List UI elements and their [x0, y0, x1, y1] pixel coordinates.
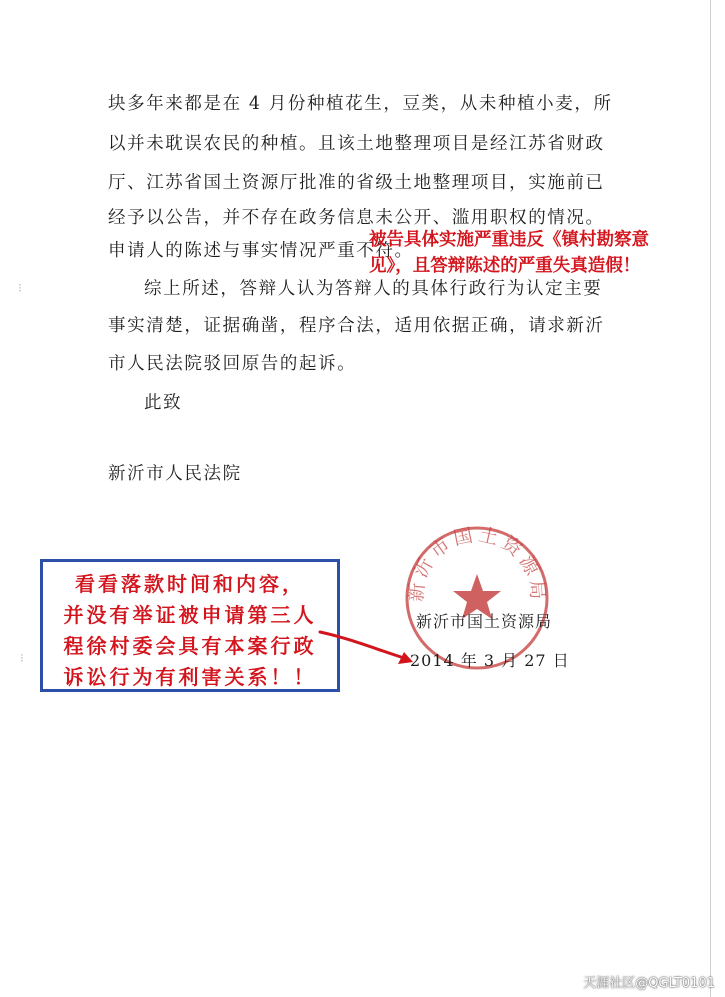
- blue-box-line: 并没有举证被申请第三人: [63, 603, 317, 627]
- seal-text: 新沂市国土资源局: [405, 524, 549, 604]
- conclusion-line: 市人民法院驳回原告的起诉。: [108, 354, 357, 374]
- body-line: 厅、江苏省国土资源厅批准的省级土地整理项目，实施前已: [108, 173, 605, 193]
- conclusion-line: 事实清楚，证据确凿，程序合法，适用依据正确，请求新沂: [108, 316, 605, 336]
- scan-edge-line: [710, 0, 711, 997]
- body-line: 以并未耽误农民的种植。且该土地整理项目是经江苏省财政: [108, 134, 605, 154]
- scan-margin-mark: ⁝: [18, 281, 22, 295]
- red-annotation-line: 被告具体实施严重违反《镇村勘察意: [369, 230, 649, 250]
- signature-date: 2014 年 3 月 27 日: [410, 651, 570, 670]
- blue-annotation-box: [40, 559, 340, 692]
- body-line: 申请人的陈述与事实情况严重不符。: [108, 241, 414, 261]
- red-annotation-line: 见》，且答辩陈述的严重失真造假！: [369, 256, 641, 276]
- conclusion-line: 综上所述，答辩人认为答辩人的具体行政行为认定主要: [144, 279, 603, 299]
- red-arrow-icon: [318, 624, 418, 674]
- blue-box-line: 诉讼行为有利害关系！！: [63, 665, 317, 689]
- closing-salutation: 此致: [144, 393, 183, 413]
- scan-margin-mark: ⁝: [20, 651, 24, 665]
- signature-organization: 新沂市国土资源局: [416, 612, 553, 631]
- site-watermark: 天涯社区@QGLT0101: [583, 976, 715, 991]
- body-line: 经予以公告，并不存在政务信息未公开、滥用职权的情况。: [108, 208, 605, 228]
- blue-box-line: 看看落款时间和内容，: [75, 572, 305, 596]
- body-line: 块多年来都是在 4 月份种植花生，豆类，从未种植小麦，所: [108, 94, 613, 114]
- recipient-court: 新沂市人民法院: [108, 464, 242, 484]
- blue-box-line: 程徐村委会具有本案行政: [63, 634, 317, 658]
